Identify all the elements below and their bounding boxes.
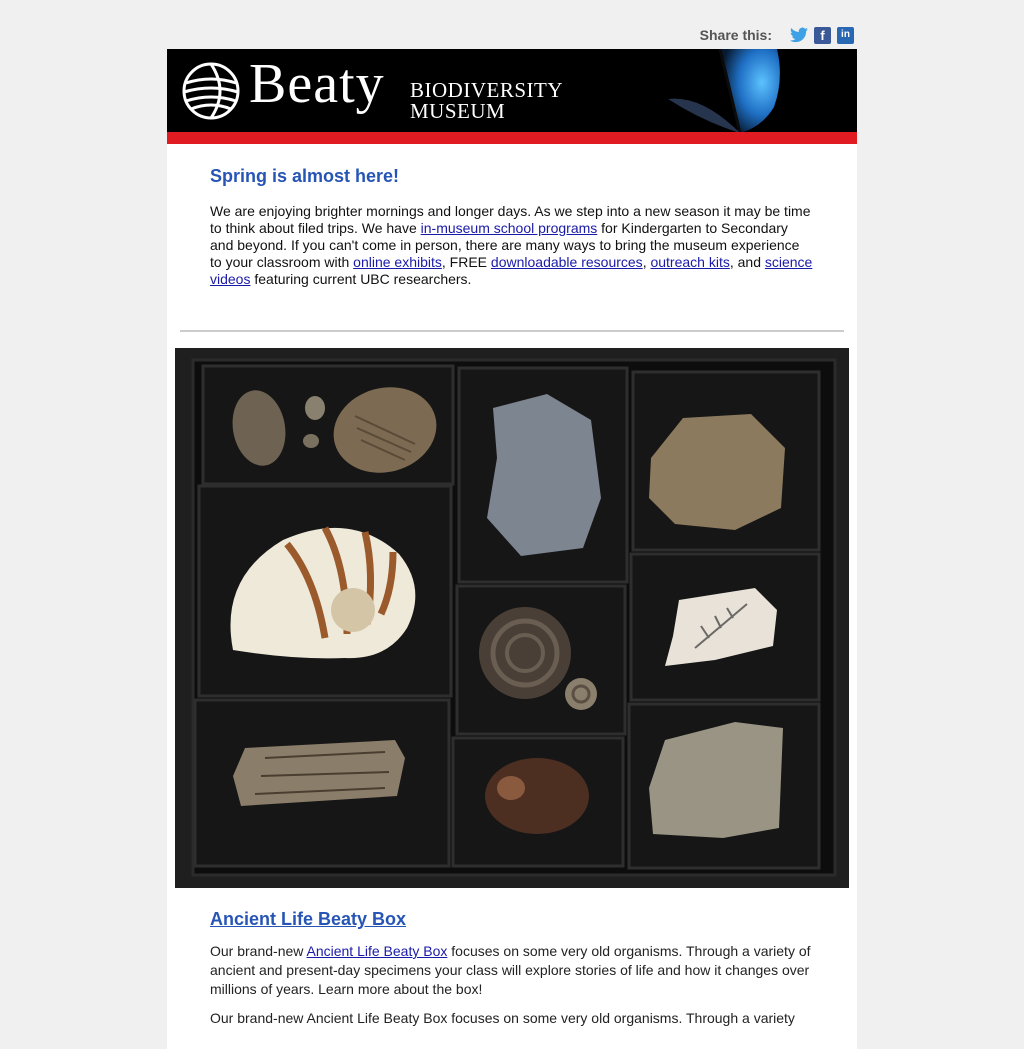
intro-paragraph [210,203,814,288]
logo-subtitle-line1: BIODIVERSITY [410,78,563,102]
beaty-box-title-link[interactable]: Ancient Life Beaty Box [210,909,407,929]
section-divider [180,330,844,332]
science-videos-link[interactable]: science videos [210,254,813,287]
online-exhibits-link[interactable]: online exhibits [353,254,442,270]
fossil-box-photo[interactable] [175,348,849,888]
share-bar [700,26,854,44]
intro-text: , [642,254,651,270]
header-banner [167,49,857,144]
linkedin-icon[interactable]: in [837,27,854,44]
intro-section [167,144,857,288]
downloadable-resources-link[interactable]: downloadable resources [490,254,643,270]
intro-title: Spring is almost here! [210,166,400,186]
globe-logo-icon [181,61,241,121]
intro-text: for Kindergarten to Secondary and beyond. If you can't come in person, there are many ways to bring the museum experience to your classroom with [210,220,800,270]
beaty-box-inline-link[interactable]: Ancient Life Beaty Box [306,943,448,959]
intro-text: , and [729,254,765,270]
intro-text: , FREE [441,254,491,270]
logo-subtitle [410,80,563,122]
header-accent-bar [167,132,857,144]
beaty-box-heading [210,909,814,930]
intro-text: featuring current UBC researchers. [250,271,472,287]
logo-subtitle-line2: MUSEUM [410,99,506,123]
logo-wordmark: Beaty [249,53,385,115]
beaty-box-paragraph-repeat: Our brand-new Ancient Life Beaty Box focuses on some very old organisms. Through a variety [210,1010,795,1026]
outreach-kits-link[interactable]: outreach kits [650,254,730,270]
box-text: focuses on some very old organisms. Through a variety of ancient and present-day specimens your class will explore stories of life and how it changes over millions of years. Learn more about the box! [210,943,811,997]
share-label: Share this: [699,27,772,43]
school-programs-link[interactable]: in-museum school programs [420,220,598,236]
intro-text: We are enjoying brighter mornings and longer days. As we step into a new season it may be time to think about filed trips. We have [210,203,811,236]
email-container [167,49,857,1049]
twitter-icon[interactable] [790,26,808,44]
butterfly-image [662,49,792,133]
box-text: Our brand-new [210,943,307,959]
beaty-box-section [210,909,814,1038]
beaty-box-paragraph [210,942,814,999]
facebook-icon[interactable]: f [814,27,831,44]
